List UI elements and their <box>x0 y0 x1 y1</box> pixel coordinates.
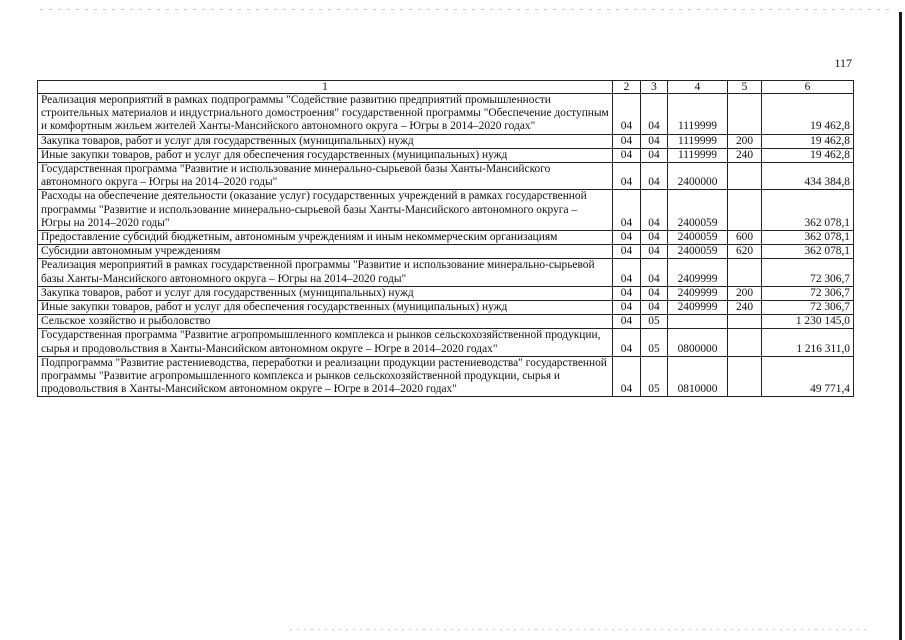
row-amount: 362 078,1 <box>762 231 854 245</box>
table-header-row <box>38 81 854 94</box>
row-target-item-code: 1119999 <box>668 134 728 148</box>
table-row <box>38 231 854 245</box>
row-section-code: 04 <box>613 315 641 329</box>
table-row <box>38 315 854 329</box>
row-subsection-code: 04 <box>641 134 668 148</box>
row-section-code: 04 <box>613 190 641 231</box>
table-row <box>38 286 854 300</box>
row-description: Подпрограмма "Развитие растениеводства, переработки и реализации продукции растениеводства" государственной программы "Развитие агропромышленного комплекса и рынков сельскохозяйственной продукции, сырья и продовольствия в Ханты-Мансийском автономном округе – Югре в 2014–2020 годах" <box>38 356 613 397</box>
row-target-item-code: 0810000 <box>668 356 728 397</box>
row-expense-type-code <box>728 163 762 190</box>
row-expense-type-code: 600 <box>728 231 762 245</box>
header-cell-5: 5 <box>728 81 762 94</box>
row-subsection-code: 04 <box>641 286 668 300</box>
row-expense-type-code <box>728 315 762 329</box>
row-description: Расходы на обеспечение деятельности (оказание услуг) государственных учреждений в рамках государственной программы "Развитие и использование минерально-сырьевой базы Ханты-Мансийского автономного округа – Югры на 2014–2020 годы" <box>38 190 613 231</box>
row-expense-type-code: 240 <box>728 301 762 315</box>
row-expense-type-code <box>728 356 762 397</box>
row-subsection-code: 04 <box>641 148 668 162</box>
row-description: Предоставление субсидий бюджетным, автономным учреждениям и иным некоммерческим организациям <box>38 231 613 245</box>
row-section-code: 04 <box>613 301 641 315</box>
row-target-item-code: 2400059 <box>668 190 728 231</box>
row-expense-type-code <box>728 94 762 135</box>
row-section-code: 04 <box>613 245 641 259</box>
row-subsection-code: 04 <box>641 245 668 259</box>
row-description: Сельское хозяйство и рыболовство <box>38 315 613 329</box>
row-expense-type-code: 200 <box>728 134 762 148</box>
row-subsection-code: 05 <box>641 329 668 356</box>
scan-artifact-bottom <box>290 629 870 630</box>
row-description: Иные закупки товаров, работ и услуг для обеспечения государственных (муниципальных) нужд <box>38 301 613 315</box>
table-row <box>38 329 854 356</box>
page-edge-shadow <box>899 12 902 640</box>
row-section-code: 04 <box>613 259 641 286</box>
row-amount: 362 078,1 <box>762 190 854 231</box>
row-description: Государственная программа "Развитие и использование минерально-сырьевой базы Ханты-Мансийского автономного округа – Югры на 2014–2020 годы" <box>38 163 613 190</box>
row-expense-type-code: 200 <box>728 286 762 300</box>
row-section-code: 04 <box>613 286 641 300</box>
row-amount: 72 306,7 <box>762 286 854 300</box>
table-row <box>38 190 854 231</box>
row-subsection-code: 04 <box>641 231 668 245</box>
table-row <box>38 163 854 190</box>
scan-artifact-top <box>40 9 890 10</box>
row-amount: 19 462,8 <box>762 94 854 135</box>
row-target-item-code: 2400059 <box>668 245 728 259</box>
row-amount: 19 462,8 <box>762 148 854 162</box>
row-amount: 72 306,7 <box>762 259 854 286</box>
table-row <box>38 134 854 148</box>
header-cell-1: 1 <box>38 81 613 94</box>
row-target-item-code: 2409999 <box>668 301 728 315</box>
row-description: Закупка товаров, работ и услуг для государственных (муниципальных) нужд <box>38 134 613 148</box>
table-body <box>38 94 854 397</box>
row-target-item-code: 1119999 <box>668 94 728 135</box>
row-section-code: 04 <box>613 329 641 356</box>
row-target-item-code <box>668 315 728 329</box>
row-description: Субсидии автономным учреждениям <box>38 245 613 259</box>
header-cell-6: 6 <box>762 81 854 94</box>
row-amount: 49 771,4 <box>762 356 854 397</box>
table-row <box>38 356 854 397</box>
row-subsection-code: 05 <box>641 315 668 329</box>
row-subsection-code: 04 <box>641 190 668 231</box>
row-description: Реализация мероприятий в рамках подпрограммы "Содействие развитию предприятий промышленности строительных материалов и индустриального домостроения" государственной программы "Обеспечение доступным и комфортным жильем жителей Ханты-Мансийского автономного округа – Югры в 2014–2020 годах" <box>38 94 613 135</box>
row-expense-type-code <box>728 259 762 286</box>
row-description: Государственная программа "Развитие агропромышленного комплекса и рынков сельскохозяйственной продукции, сырья и продовольствия в Ханты-Мансийском автономном округе – Югре в 2014–2020 годах" <box>38 329 613 356</box>
header-cell-3: 3 <box>641 81 668 94</box>
row-subsection-code: 04 <box>641 301 668 315</box>
row-target-item-code: 2409999 <box>668 286 728 300</box>
row-amount: 19 462,8 <box>762 134 854 148</box>
row-section-code: 04 <box>613 356 641 397</box>
row-expense-type-code: 620 <box>728 245 762 259</box>
row-description: Иные закупки товаров, работ и услуг для обеспечения государственных (муниципальных) нужд <box>38 148 613 162</box>
row-section-code: 04 <box>613 231 641 245</box>
row-description: Реализация мероприятий в рамках государственной программы "Развитие и использование минерально-сырьевой базы Ханты-Мансийского автономного округа – Югры на 2014–2020 годы" <box>38 259 613 286</box>
budget-table <box>37 80 854 397</box>
row-subsection-code: 04 <box>641 163 668 190</box>
row-amount: 434 384,8 <box>762 163 854 190</box>
table-row <box>38 148 854 162</box>
row-amount: 362 078,1 <box>762 245 854 259</box>
row-target-item-code: 1119999 <box>668 148 728 162</box>
table-row <box>38 245 854 259</box>
page-number: 117 <box>834 56 852 70</box>
row-subsection-code: 05 <box>641 356 668 397</box>
header-cell-2: 2 <box>613 81 641 94</box>
row-amount: 1 230 145,0 <box>762 315 854 329</box>
row-subsection-code: 04 <box>641 259 668 286</box>
row-target-item-code: 2400000 <box>668 163 728 190</box>
row-expense-type-code <box>728 190 762 231</box>
row-target-item-code: 2409999 <box>668 259 728 286</box>
row-description: Закупка товаров, работ и услуг для государственных (муниципальных) нужд <box>38 286 613 300</box>
row-subsection-code: 04 <box>641 94 668 135</box>
table-row <box>38 259 854 286</box>
row-target-item-code: 2400059 <box>668 231 728 245</box>
row-section-code: 04 <box>613 148 641 162</box>
row-target-item-code: 0800000 <box>668 329 728 356</box>
row-amount: 1 216 311,0 <box>762 329 854 356</box>
row-section-code: 04 <box>613 134 641 148</box>
row-section-code: 04 <box>613 94 641 135</box>
header-cell-4: 4 <box>668 81 728 94</box>
table-row <box>38 301 854 315</box>
row-expense-type-code <box>728 329 762 356</box>
table-row <box>38 94 854 135</box>
row-section-code: 04 <box>613 163 641 190</box>
row-amount: 72 306,7 <box>762 301 854 315</box>
row-expense-type-code: 240 <box>728 148 762 162</box>
